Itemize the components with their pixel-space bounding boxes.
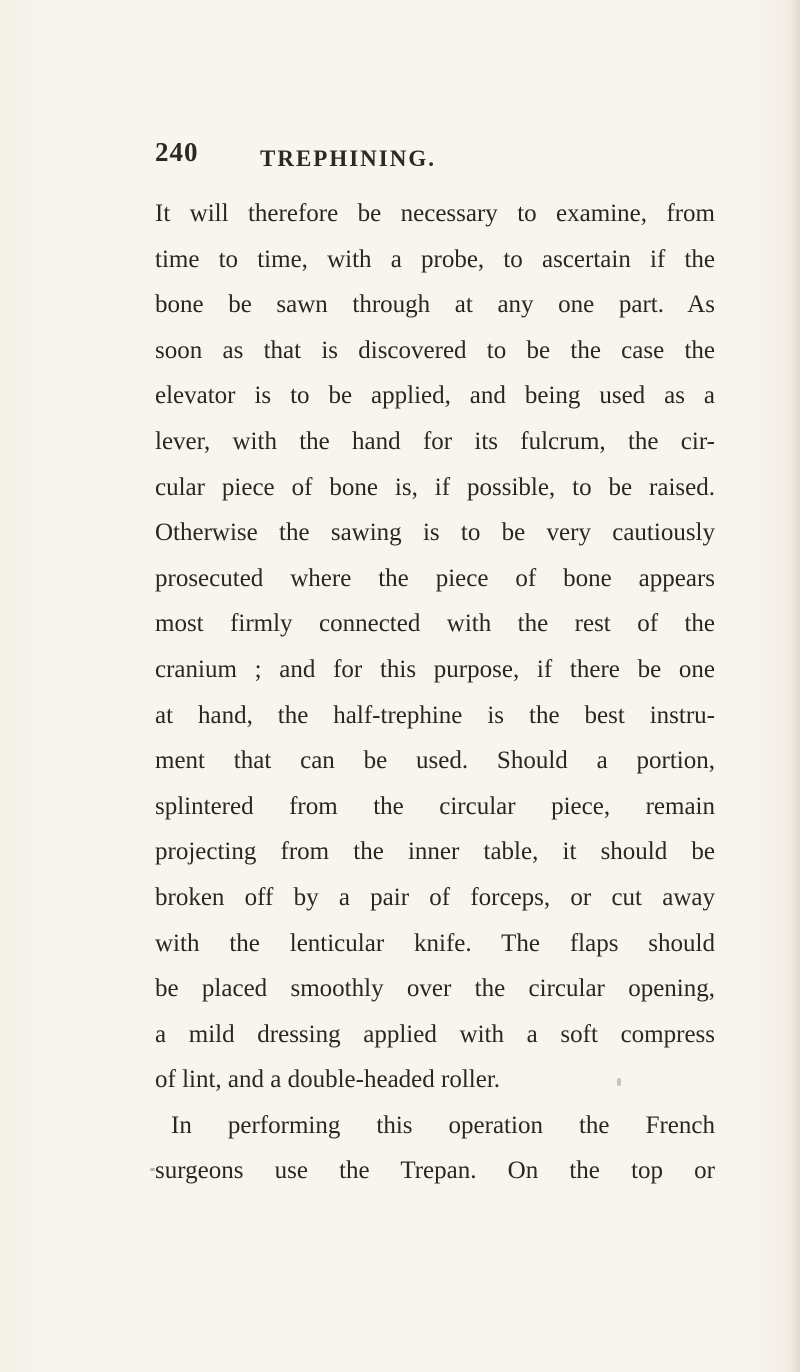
paper-speck [617,1078,621,1086]
text-line: elevator is to be applied, and being used as a [155,382,715,410]
text-line: broken off by a pair of forceps, or cut away [155,883,715,911]
text-line: a mild dressing applied with a soft compress [155,1020,715,1048]
text-line: cranium ; and for this purpose, if there be one [155,655,715,683]
text-line: of lint, and a double-headed roller. [155,1066,501,1094]
text-line: soon as that is discovered to be the case the [155,336,715,364]
body-text [155,191,715,1194]
page-number: 240 [155,137,199,167]
text-line: be placed smoothly over the circular opening, [155,975,715,1003]
text-line: ment that can be used. Should a portion, [155,747,715,775]
text-line: splintered from the circular piece, remain [155,792,715,820]
text-line: prosecuted where the piece of bone appears [155,564,715,592]
text-line: Otherwise the sawing is to be very cautiously [155,519,715,547]
text-line: at hand, the half-trephine is the best instru- [155,701,715,729]
text-line: bone be sawn through at any one part. As [155,291,715,319]
paper-speck [150,1168,155,1171]
text-line: most firmly connected with the rest of the [155,610,715,638]
text-line: projecting from the inner table, it should be [155,838,715,866]
text-line: time to time, with a probe, to ascertain if the [155,245,715,273]
paragraph-first-line: In performing this operation the French [171,1111,715,1139]
text-line: lever, with the hand for its fulcrum, the cir- [155,427,715,455]
text-line: with the lenticular knife. The flaps should [155,929,715,957]
text-line: cular piece of bone is, if possible, to be raised. [155,473,715,501]
page-edge-shadow [790,0,800,1372]
text-line: It will therefore be necessary to examine, from [155,200,715,227]
text-line: surgeons use the Trepan. On the top or [155,1157,715,1185]
running-title: TREPHINING. [260,146,436,171]
